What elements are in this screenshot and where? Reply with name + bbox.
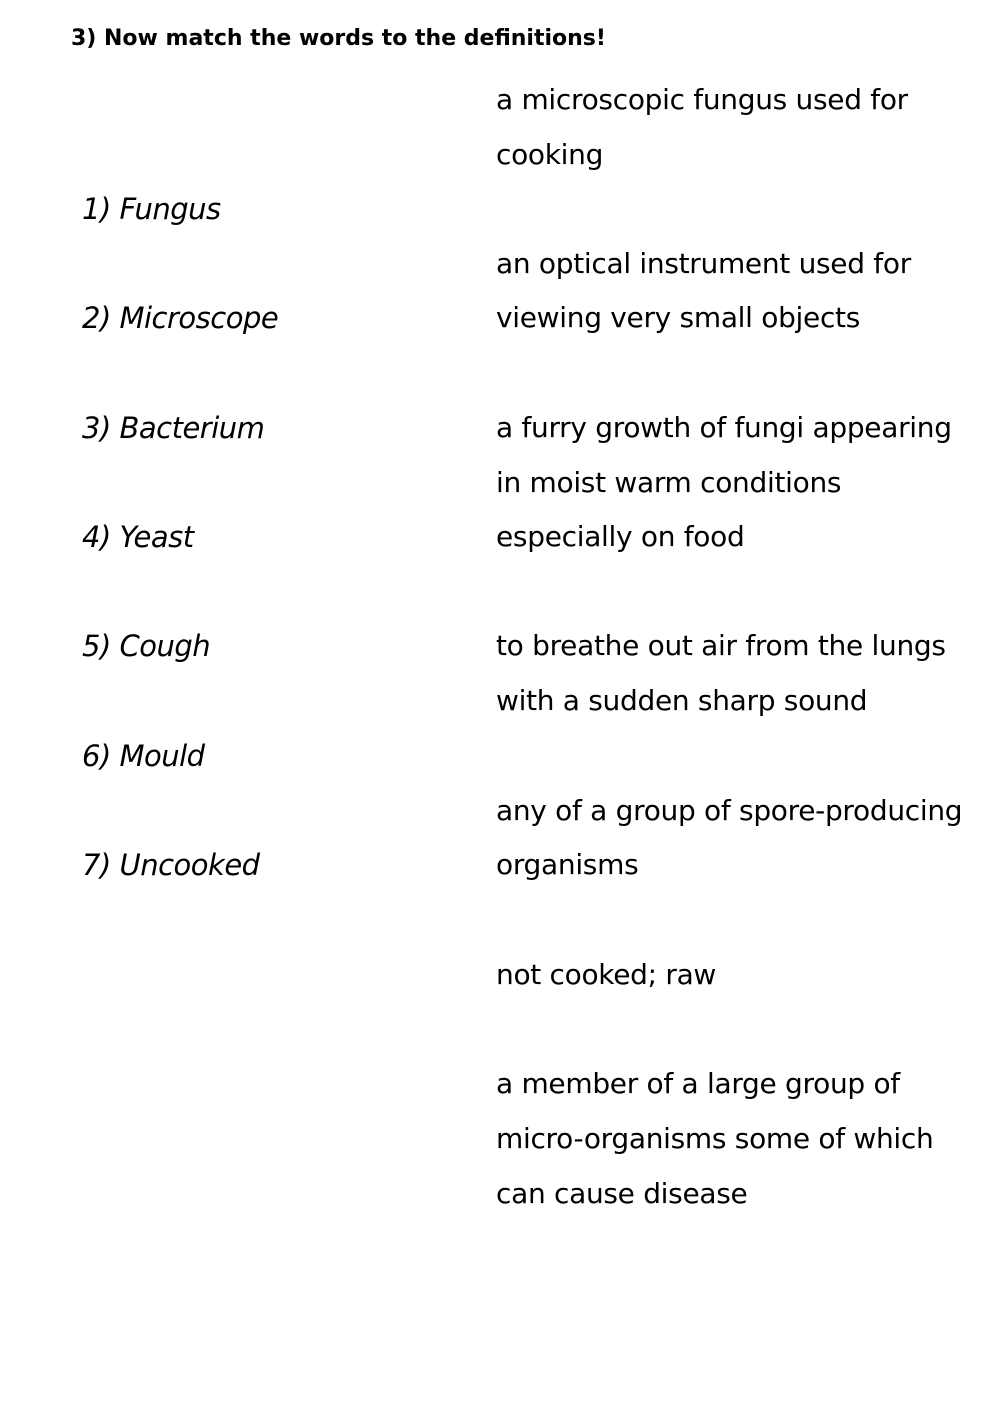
definition-line: in moist warm conditions — [496, 466, 842, 499]
word-microscope: 2) Microscope — [82, 301, 279, 335]
definition-line: with a sudden sharp sound — [496, 684, 868, 717]
definition-line: organisms — [496, 848, 639, 881]
definition-line: not cooked; raw — [496, 958, 717, 991]
definition-line: a microscopic fungus used for — [496, 83, 908, 116]
word-uncooked: 7) Uncooked — [82, 848, 260, 882]
definition-line: any of a group of spore-producing — [496, 794, 963, 827]
definition-line: cooking — [496, 138, 604, 171]
exercise-heading: 3) Now match the words to the definitions! — [71, 26, 606, 51]
definition-line: can cause disease — [496, 1177, 748, 1210]
word-bacterium: 3) Bacterium — [82, 411, 265, 445]
definition-line: a furry growth of fungi appearing — [496, 411, 952, 444]
definition-line: especially on food — [496, 520, 745, 553]
word-yeast: 4) Yeast — [82, 520, 194, 554]
definition-line: micro-organisms some of which — [496, 1122, 934, 1155]
word-mould: 6) Mould — [82, 739, 205, 773]
word-cough: 5) Cough — [82, 629, 211, 663]
definition-line: an optical instrument used for — [496, 247, 911, 280]
definition-line: to breathe out air from the lungs — [496, 629, 946, 662]
word-fungus: 1) Fungus — [82, 192, 221, 226]
definition-line: viewing very small objects — [496, 301, 861, 334]
definition-line: a member of a large group of — [496, 1067, 900, 1100]
